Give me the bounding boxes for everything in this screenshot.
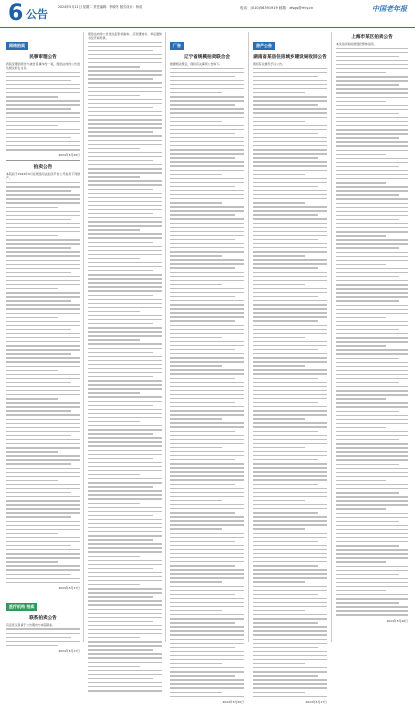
notice-title: 辽宁省规模拍卖联合会 bbox=[184, 55, 230, 60]
contact-info: 电话：(010)58391919 邮箱：zfsgs@rfcy.cn bbox=[240, 6, 314, 10]
column-tag: 房产公告 bbox=[253, 42, 275, 50]
notice-title: 拍卖公告 bbox=[33, 165, 53, 171]
column-separator bbox=[248, 32, 249, 642]
notice-body-text bbox=[88, 42, 162, 692]
notice-body-text bbox=[6, 628, 80, 646]
notice-date: 2024年5月17日 bbox=[58, 585, 80, 590]
column-2 bbox=[88, 32, 162, 694]
column-4 bbox=[253, 32, 327, 707]
notice-paragraph: 本院将于2024年6月在网络司法拍卖平台公开拍卖下列财产。 bbox=[6, 172, 80, 181]
column-separator bbox=[165, 32, 166, 642]
masthead bbox=[0, 0, 415, 28]
notice-title: 民事审理公告 bbox=[29, 55, 57, 60]
notice-paragraph: 有意竞买者请于公告期内与本院联系。 bbox=[6, 622, 56, 627]
column-tag: 厂告 bbox=[170, 42, 184, 50]
notice-body-text bbox=[170, 68, 244, 697]
divider bbox=[6, 160, 80, 161]
notice-body-text bbox=[336, 48, 408, 616]
notice-paragraph: 本次拍卖标的按现状整体拍卖。 bbox=[336, 42, 377, 46]
column-tag: 网络拍卖 bbox=[6, 42, 28, 50]
notice-paragraph: 我院受理的原告与被告民事纠纷一案，现依法向你公告送达相关诉讼文书。 bbox=[6, 62, 80, 71]
notice-paragraph: 根据相关规定，现将有关事项公告如下。 bbox=[170, 62, 223, 66]
notice-title: 湖南省某县住房城乡建设局收回公告 bbox=[253, 55, 327, 60]
notice-body-text bbox=[6, 72, 80, 151]
column-5 bbox=[336, 32, 408, 626]
issue-info: 2024年5月21日 星期二 责任编辑：李晓冬 版式设计：杨成 bbox=[58, 5, 143, 9]
column-separator bbox=[83, 32, 84, 642]
notice-date: 2024年5月17日 bbox=[58, 648, 80, 653]
column-3 bbox=[170, 32, 244, 707]
notice-paragraph: 现依法向你公告送达起诉状副本、应诉通知书、举证通知书及开庭传票。 bbox=[88, 32, 162, 41]
notice-title: 联系拍卖公告 bbox=[29, 615, 57, 621]
column-tag: 医疗机构 拍卖 bbox=[6, 603, 37, 611]
newspaper-logo: 中国老年报 bbox=[372, 4, 407, 13]
notice-date: 2024年5月20日 bbox=[386, 618, 408, 623]
notice-date: 2024年5月20日 bbox=[58, 153, 80, 158]
notice-title: 上海市某区拍卖公告 bbox=[351, 35, 393, 40]
notice-paragraph: 现将有关情况予以公告。 bbox=[253, 62, 285, 66]
notice-date: 2024年5月17日 bbox=[305, 699, 327, 704]
column-separator bbox=[331, 32, 332, 642]
notice-date: 2024年5月20日 bbox=[222, 699, 244, 704]
column-1 bbox=[6, 32, 80, 656]
section-title: 公告 bbox=[26, 8, 48, 21]
notice-body-text bbox=[253, 68, 327, 697]
page-number: 6 bbox=[8, 1, 24, 26]
notice-body-text bbox=[6, 182, 80, 583]
